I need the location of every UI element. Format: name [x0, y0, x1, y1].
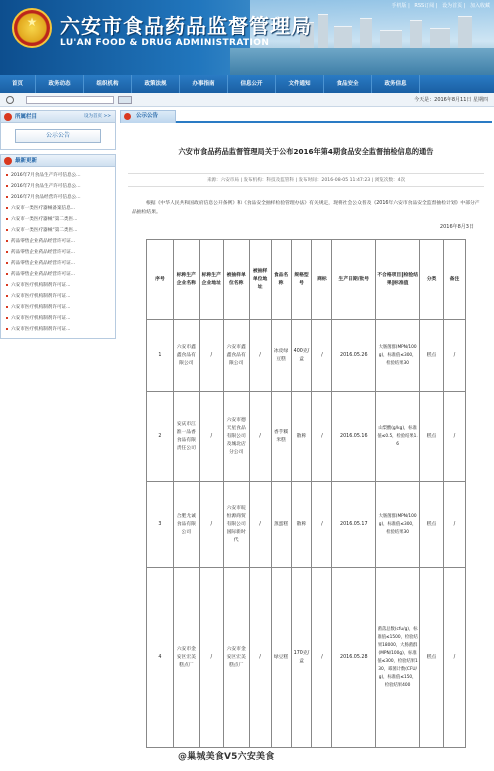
- table-row: [147, 392, 466, 482]
- update-item[interactable]: 六安市医疗机构制剂许可证...: [5, 280, 111, 291]
- nav-food-safety[interactable]: 食品安全: [324, 75, 372, 93]
- table-cell: /: [199, 392, 223, 482]
- table-cell: /: [443, 568, 465, 748]
- tab-bullet-icon: [124, 113, 131, 120]
- table-cell: 糕点: [420, 482, 444, 568]
- table-cell: /: [249, 568, 271, 748]
- rss-link[interactable]: RSS订阅: [414, 3, 435, 9]
- current-date: 今天是：2016年8月11日 星期四: [414, 97, 488, 103]
- col-header: 被抽样单位名称: [223, 240, 249, 320]
- table-cell: 170克/盒: [291, 568, 312, 748]
- table-cell: /: [443, 320, 465, 392]
- col-header: 被抽样单位地址: [249, 240, 271, 320]
- table-cell: 六安市皖恒源商贸有限公司国际新时代: [223, 482, 249, 568]
- nav-policy[interactable]: 政策法规: [132, 75, 180, 93]
- toolbar: [0, 93, 494, 107]
- table-cell: /: [249, 320, 271, 392]
- emblem-star-icon: ★: [26, 15, 38, 29]
- nav-news[interactable]: 政务动态: [36, 75, 84, 93]
- search-input[interactable]: [26, 96, 114, 104]
- table-cell: 菌落总数(cfu/g)，标准值≤1500，检验结果18000，大肠菌群(MPN/100g)，标准值≤300，检验结果130，霉菌计数(CFU/g)，标准值≤150，检验结果400: [376, 568, 420, 748]
- column-box-more[interactable]: 设为首页 >>: [84, 114, 111, 119]
- table-cell: 2016.05.26: [332, 320, 376, 392]
- table-cell: /: [249, 482, 271, 568]
- table-cell: /: [443, 392, 465, 482]
- table-header-row: [147, 240, 466, 320]
- table-cell: 六安市德天星食品有限公司及城北店分公司: [223, 392, 249, 482]
- updates-box-title: 最新更新: [15, 158, 38, 164]
- table-cell: 400克/盒: [291, 320, 312, 392]
- table-cell: 糕点: [420, 320, 444, 392]
- table-cell: /: [199, 568, 223, 748]
- header-river-image: [230, 48, 494, 75]
- table-cell: /: [199, 320, 223, 392]
- table-cell: 冰皮绿豆糕: [271, 320, 291, 392]
- table-cell: /: [249, 392, 271, 482]
- table-cell: 安庆市江淮一品香食品有限责任公司: [173, 392, 199, 482]
- set-home-link[interactable]: 设为首页: [442, 3, 463, 9]
- col-header: 不合格项目‖检验结果‖标准值: [376, 240, 420, 320]
- article-date: 2016年8月3日: [439, 224, 474, 230]
- updates-bullet-icon: [4, 157, 12, 165]
- table-cell: 六安市金安区宏美糕点厂: [173, 568, 199, 748]
- watermark-text: @巢城美食V5六安美食: [178, 752, 275, 762]
- header-building: [360, 18, 372, 52]
- col-header: 标称生产企业名称: [173, 240, 199, 320]
- header-building: [458, 16, 472, 52]
- update-item[interactable]: 六安市一类医疗器械“第二类医...: [5, 225, 111, 236]
- table-cell: 合肥尤诚食品有限公司: [173, 482, 199, 568]
- update-item[interactable]: 六安市一类医疗器械“第二类医...: [5, 214, 111, 225]
- update-item[interactable]: 药品零售企业药品经营许可证...: [5, 247, 111, 258]
- table-row: [147, 320, 466, 392]
- nav-guide[interactable]: 办事指南: [180, 75, 228, 93]
- inspection-table: [146, 239, 466, 748]
- table-cell: 散称: [291, 482, 312, 568]
- table-cell: 散称: [291, 392, 312, 482]
- updates-list: [1, 167, 115, 338]
- table-cell: 糕点: [420, 568, 444, 748]
- search-icon: [6, 96, 14, 104]
- table-cell: 2016.05.17: [332, 482, 376, 568]
- table-cell: /: [312, 482, 332, 568]
- table-cell: 3: [147, 482, 174, 568]
- table-cell: 大肠菌群(MPN/100g)，标准值≤300，检验结果30: [376, 482, 420, 568]
- article-title: 六安市食品药品监督管理局关于公布2016年第4期食品安全监督抽检信息的通告: [178, 147, 434, 156]
- main-nav: [0, 75, 494, 93]
- update-item[interactable]: 2016年7月食品经营许可信息公...: [5, 192, 111, 203]
- update-item[interactable]: 六安市医疗机构制剂许可证...: [5, 324, 111, 335]
- column-bullet-icon: [4, 113, 12, 121]
- table-cell: 大肠菌群(MPN/100g)，标准值≤300，检验结果30: [376, 320, 420, 392]
- update-item[interactable]: 2016年7月食品生产许可信息公...: [5, 181, 111, 192]
- col-header: 标称生产企业地址: [199, 240, 223, 320]
- update-item[interactable]: 六安市一类医疗器械备案信息...: [5, 203, 111, 214]
- col-header: 生产日期/批号: [332, 240, 376, 320]
- updates-box-header: [1, 155, 115, 167]
- main-tab-bar: [120, 110, 492, 123]
- table-cell: 糕点: [420, 392, 444, 482]
- search-button[interactable]: [118, 96, 132, 104]
- column-notices-button[interactable]: 公示公告: [15, 129, 101, 143]
- nav-organization[interactable]: 组织机构: [84, 75, 132, 93]
- table-cell: 蒸蛋糕: [271, 482, 291, 568]
- table-cell: 六安市鑫鑫食品有限公司: [173, 320, 199, 392]
- col-header: 序号: [147, 240, 174, 320]
- table-cell: 香芋糯米糕: [271, 392, 291, 482]
- col-header: 商标: [312, 240, 332, 320]
- update-item[interactable]: 药品零售企业药品经营许可证...: [5, 269, 111, 280]
- col-header: 食品名称: [271, 240, 291, 320]
- column-box: [0, 110, 116, 150]
- article-intro: 根据《中华人民共和国政府信息公开条例》和《食品安全抽样检验管理办法》有关规定，现将社会公众普及《2016年六安市食品安全监督抽检计划》中部分产品抽检结果。: [132, 201, 480, 215]
- sidebar: [0, 110, 116, 343]
- table-row: [147, 568, 466, 748]
- update-item[interactable]: 六安市医疗机构制剂许可证...: [5, 313, 111, 324]
- table-cell: /: [312, 392, 332, 482]
- table-cell: 绿豆糕: [271, 568, 291, 748]
- updates-box: [0, 154, 116, 339]
- col-header: 规格型号: [291, 240, 312, 320]
- nav-gov-info[interactable]: 政务信息: [372, 75, 420, 93]
- col-header: 分类: [420, 240, 444, 320]
- table-cell: 2016.05.16: [332, 392, 376, 482]
- site-title: 六安市食品药品监督管理局: [60, 14, 312, 38]
- top-links: 手机版 | RSS订阅 | 设为首页 | 加入收藏: [391, 3, 490, 9]
- table-cell: 六安市鑫鑫食品有限公司: [223, 320, 249, 392]
- nav-disclosure[interactable]: 信息公开: [228, 75, 276, 93]
- add-favorite-link[interactable]: 加入收藏: [469, 3, 490, 9]
- table-cell: /: [312, 320, 332, 392]
- tab-notices-label: 公示公告: [136, 113, 159, 119]
- table-cell: 2016.05.28: [332, 568, 376, 748]
- site-title-en: LU'AN FOOD & DRUG ADMINISTRATION: [60, 38, 270, 48]
- table-row: [147, 482, 466, 568]
- table-cell: 山梨酸(g/kg)，标准值≤0.5，检验结果1.6: [376, 392, 420, 482]
- table-cell: /: [443, 482, 465, 568]
- update-item[interactable]: 2016年7月食品生产许可信息公...: [5, 170, 111, 181]
- article-meta: 来源：六安市局 | 发布机构：科技及监管科 | 发布时间：2016-08-05 11:47:23 | 浏览次数：4次: [128, 173, 484, 187]
- main-content: [120, 110, 492, 771]
- nav-notices[interactable]: 文件通知: [276, 75, 324, 93]
- update-item[interactable]: 药品零售企业药品经营许可证...: [5, 236, 111, 247]
- mobile-link[interactable]: 手机版: [391, 3, 407, 9]
- table-cell: /: [199, 482, 223, 568]
- table-cell: 1: [147, 320, 174, 392]
- col-header: 备注: [443, 240, 465, 320]
- table-cell: 六安市金安区宏美糕点厂: [223, 568, 249, 748]
- update-item[interactable]: 六安市医疗机构制剂许可证...: [5, 291, 111, 302]
- table-cell: 2: [147, 392, 174, 482]
- update-item[interactable]: 六安市医疗机构制剂许可证...: [5, 302, 111, 313]
- table-cell: /: [312, 568, 332, 748]
- column-box-header: [1, 111, 115, 123]
- site-header: [0, 0, 494, 75]
- table-cell: 4: [147, 568, 174, 748]
- nav-home[interactable]: 首页: [0, 75, 36, 93]
- header-building: [318, 14, 328, 52]
- column-box-title: 所属栏目: [15, 114, 38, 120]
- update-item[interactable]: 药品零售企业药品经营许可证...: [5, 258, 111, 269]
